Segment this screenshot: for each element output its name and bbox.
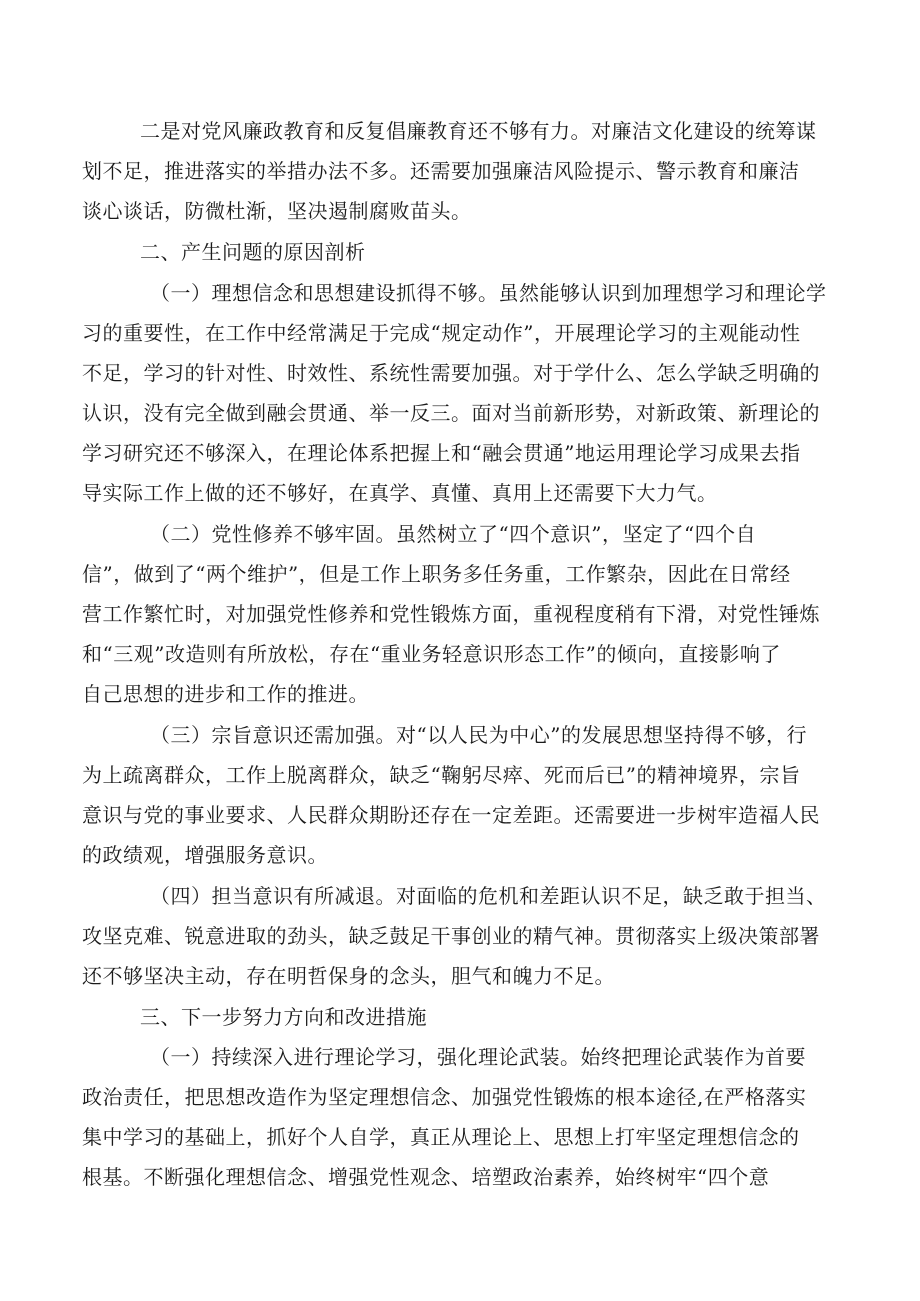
- paragraph-line: （一）理想信念和思想建设抓得不够。虽然能够认识到加理想学习和理论学: [150, 281, 827, 305]
- paragraph-line: （四）担当意识有所减退。对面临的危机和差距认识不足，缺乏敢于担当、: [150, 884, 827, 908]
- paragraph-line: 为上疏离群众，工作上脱离群众，缺乏“鞠躬尽瘁、死而后已”的精神境界，宗旨: [82, 763, 801, 787]
- paragraph-line: 营工作繁忙时，对加强党性修养和党性锻炼方面，重视程度稍有下滑，对党性锤炼: [82, 602, 820, 626]
- paragraph-line: 的政绩观，增强服务意识。: [82, 843, 328, 867]
- paragraph-line: 还不够坚决主动，存在明哲保身的念头，胆气和魄力不足。: [82, 964, 615, 988]
- paragraph-line: 习的重要性，在工作中经常满足于完成“规定动作”，开展理论学习的主观能动性: [82, 321, 801, 345]
- paragraph-line: 和“三观”改造则有所放松，存在“重业务轻意识形态工作”的倾向，直接影响了: [82, 642, 781, 666]
- paragraph-line: 谈心谈话，防微杜渐，坚决遏制腐败苗头。: [82, 199, 472, 223]
- paragraph-line: 集中学习的基础上，抓好个人自学，真正从理论上、思想上打牢坚定理想信念的: [82, 1125, 800, 1149]
- paragraph-line: 二是对党风廉政教育和反复倡廉教育还不够有力。对廉洁文化建设的统筹谋: [140, 119, 817, 143]
- paragraph-line: 自己思想的进步和工作的推进。: [82, 682, 369, 706]
- paragraph-line: 意识与党的事业要求、人民群众期盼还存在一定差距。还需要进一步树牢造福人民: [82, 803, 820, 827]
- paragraph-line: （三）宗旨意识还需加强。对“以人民为中心”的发展思想坚持得不够，行: [150, 723, 807, 747]
- paragraph-line: 学习研究还不够深入，在理论体系把握上和“融会贯通”地运用理论学习成果去指: [82, 441, 801, 465]
- paragraph-line: （一）持续深入进行理论学习，强化理论武装。始终把理论武装作为首要: [150, 1045, 806, 1069]
- paragraph-line: 划不足，推进落实的举措办法不多。还需要加强廉洁风险提示、警示教育和廉洁: [82, 159, 800, 183]
- paragraph-line: 信”，做到了“两个维护”，但是工作上职务多任务重，工作繁杂，因此在日常经: [82, 562, 791, 586]
- paragraph-line: 根基。不断强化理想信念、增强党性观念、培塑政治素养，始终树牢“四个意: [82, 1165, 770, 1189]
- paragraph-line: 导实际工作上做的还不够好，在真学、真懂、真用上还需要下大力气。: [82, 481, 718, 505]
- paragraph-line: 攻坚克难、锐意进取的劲头，缺乏鼓足干事创业的精气神。贯彻落实上级决策部署: [82, 924, 820, 948]
- section-heading: 二、产生问题的原因剖析: [140, 240, 366, 264]
- paragraph-line: （二）党性修养不够牢固。虽然树立了“四个意识”，坚定了“四个自: [150, 522, 757, 546]
- paragraph-line: 认识，没有完全做到融会贯通、举一反三。面对当前新形势，对新政策、新理论的: [82, 401, 820, 425]
- paragraph-line: 不足，学习的针对性、时效性、系统性需要加强。对于学什么、怎么学缺乏明确的: [82, 361, 820, 385]
- paragraph-line: 政治责任，把思想改造作为坚定理想信念、加强党性锻炼的根本途径,在严格落实: [82, 1085, 807, 1109]
- section-heading: 三、下一步努力方向和改进措施: [140, 1005, 427, 1029]
